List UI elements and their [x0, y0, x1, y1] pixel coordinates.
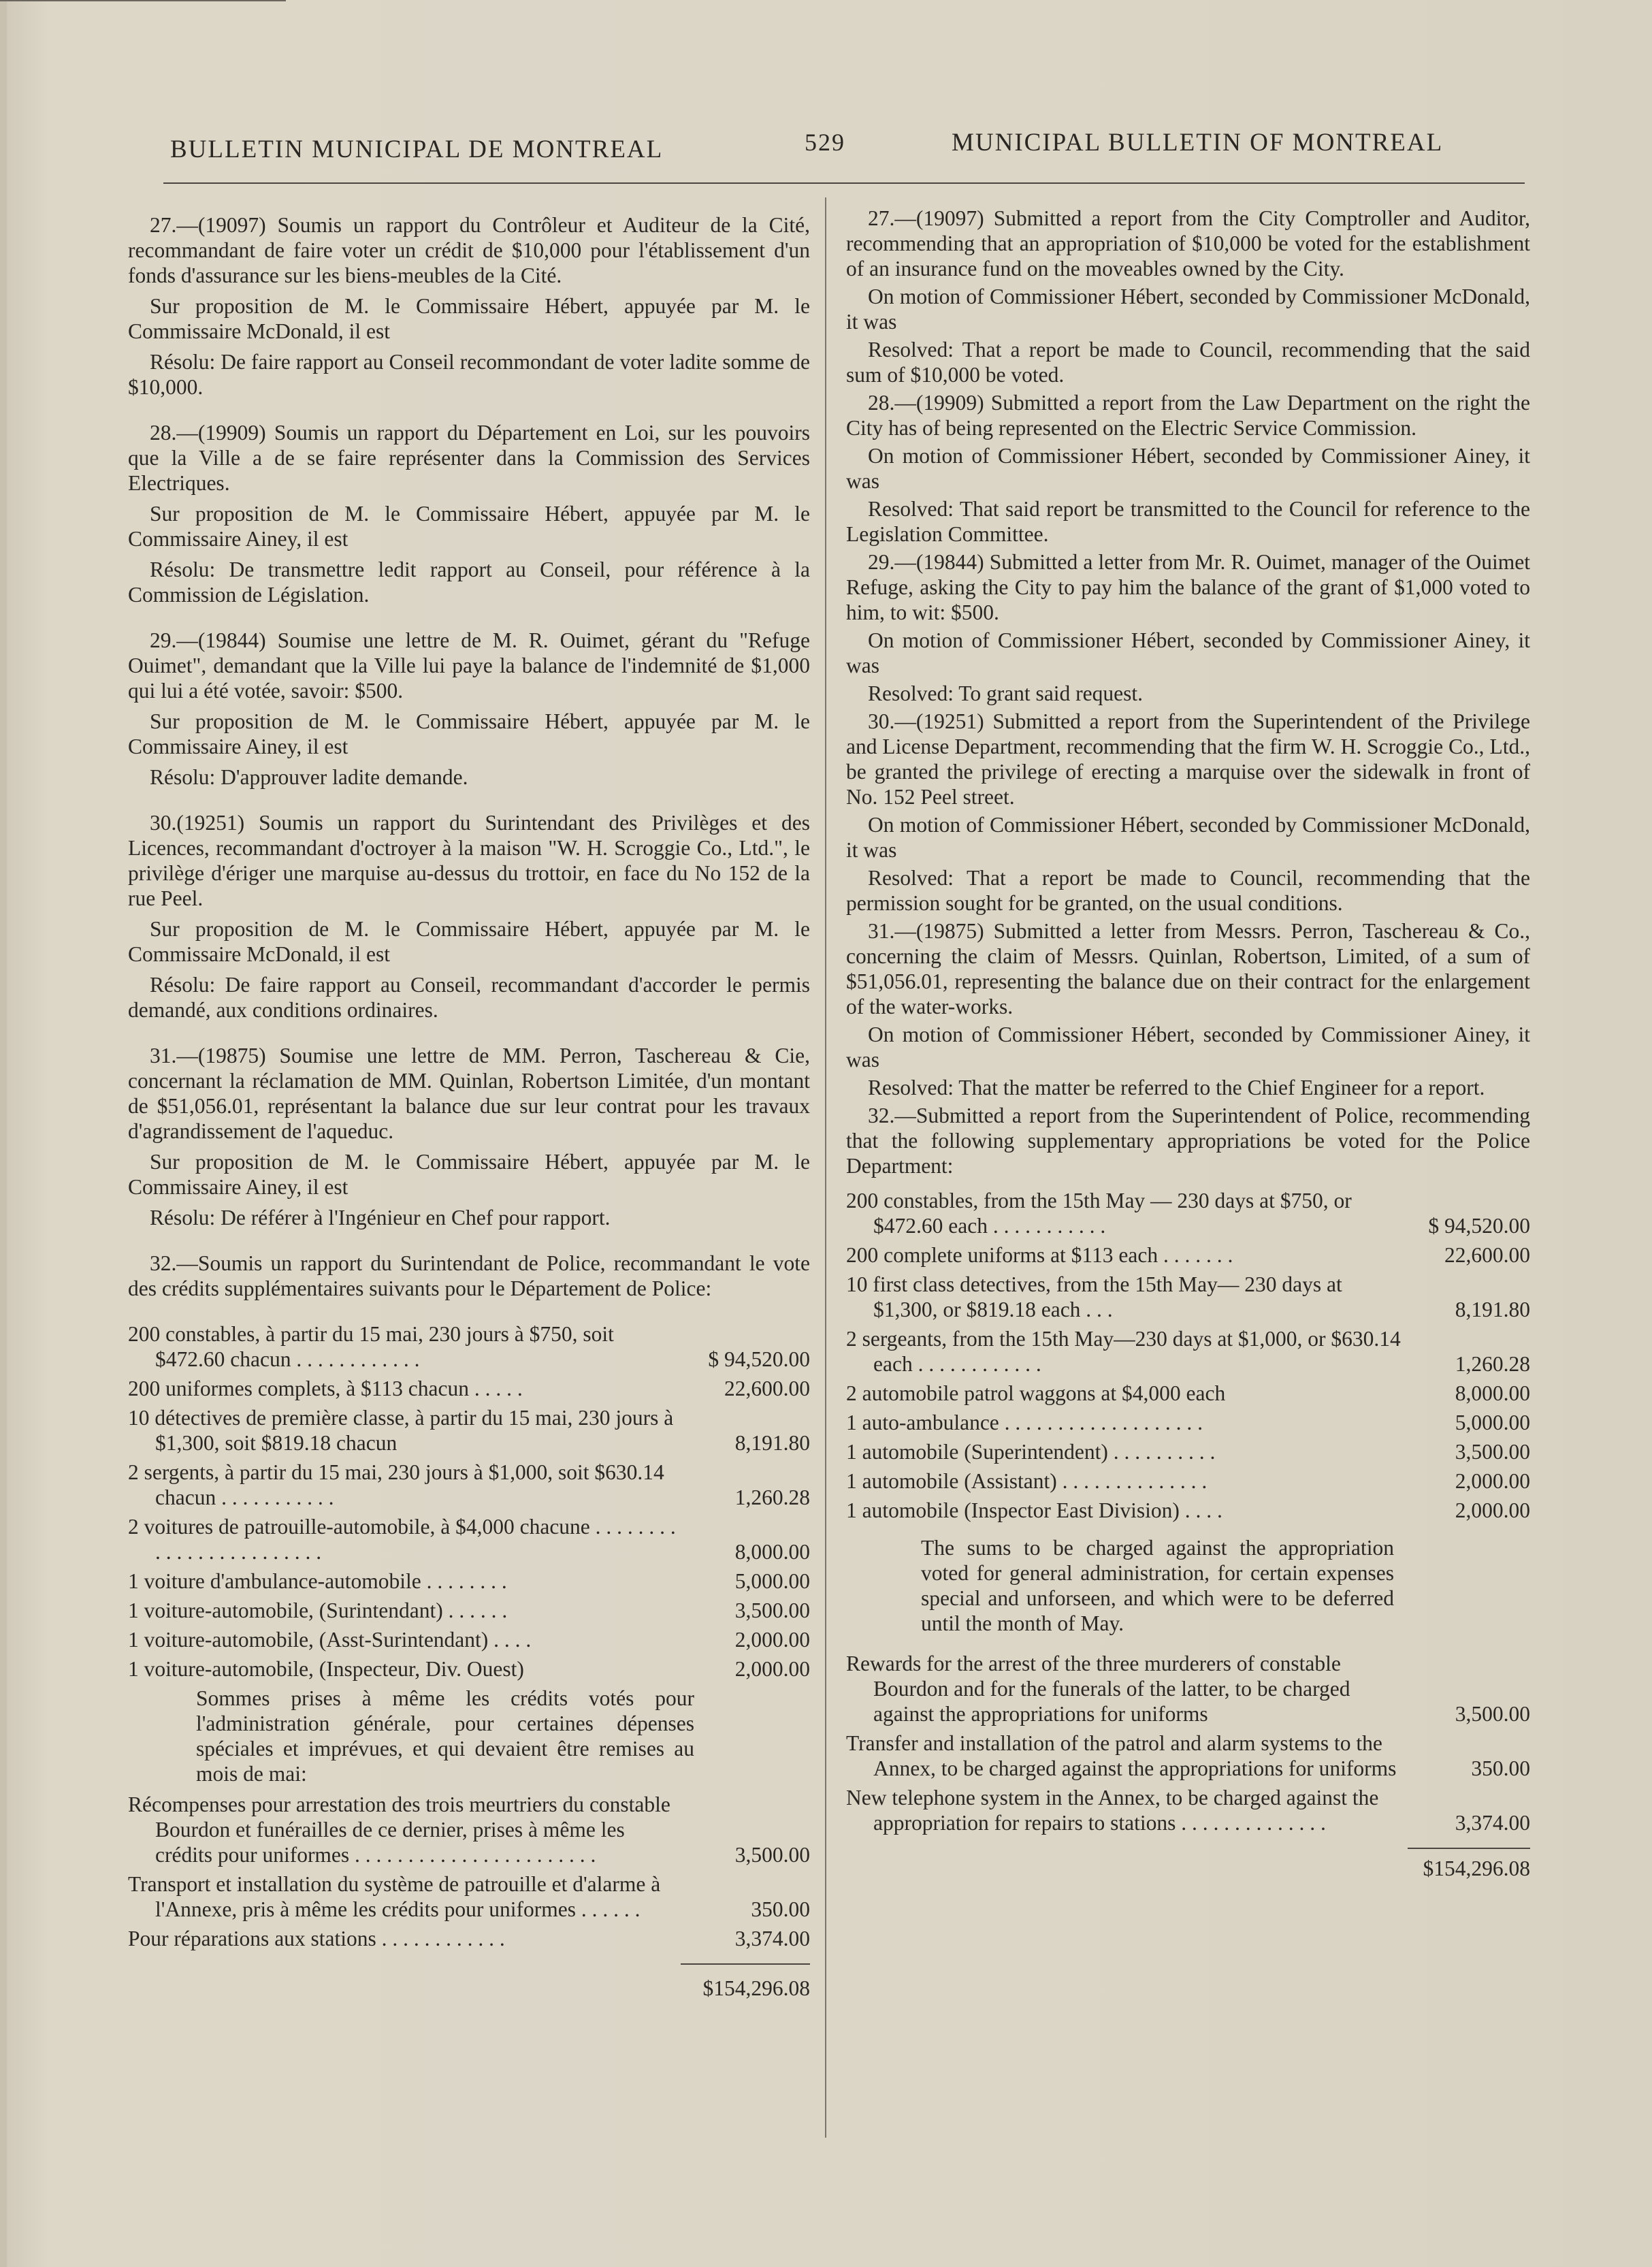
french-paragraphs: [128, 212, 810, 1321]
french-line-item: [128, 1460, 810, 1510]
line-item-amount: 5,000.00: [1455, 1411, 1530, 1434]
french-line-item: [128, 1321, 810, 1372]
english-paragraph: Resolved: That the matter be referred to the Chief Engineer for a report.: [868, 1076, 1485, 1099]
line-item-description: Transfer and installation of the patrol and alarm systems to the Annex, to be charged against the appropriations for uniforms: [846, 1731, 1397, 1780]
french-note: Sommes prises à même les crédits votés pour l'administration générale, pour certaines dépenses spéciales et imprévues, et qui devaient être remises au mois de mai:: [196, 1686, 694, 1786]
paragraph-spacer: [846, 1181, 1530, 1188]
column-divider: [825, 197, 826, 2138]
line-item-description: 2 sergents, à partir du 15 mai, 230 jours à $1,000, soit $630.14 chacun . . . . . . . . . . .: [128, 1460, 664, 1509]
french-extra-list: [128, 1792, 810, 1951]
english-line-item: [846, 1272, 1530, 1322]
line-item-description: 1 voiture-automobile, (Surintendant) . . . . . .: [128, 1598, 508, 1622]
french-paragraph: 27.—(19097) Soumis un rapport du Contrôleur et Auditeur de la Cité, recommandant de faire voter un crédit de $10,000 pour l'établissement d'un fonds d'assurance sur les biens-meubles de la Cité.: [128, 213, 810, 287]
french-paragraph: Résolu: D'approuver ladite demande.: [150, 765, 468, 789]
line-item-description: Rewards for the arrest of the three murderers of constable Bourdon and for the funerals of the latter, to be charged against the appropriations for uniforms: [846, 1652, 1350, 1726]
line-item-description: 200 uniformes complets, à $113 chacun . . . . .: [128, 1377, 523, 1400]
line-item-amount: 350.00: [1471, 1756, 1530, 1780]
line-item-amount: 3,374.00: [1455, 1811, 1530, 1835]
french-line-item: [128, 1405, 810, 1456]
english-paragraph: Resolved: To grant said request.: [868, 681, 1144, 705]
header-rule-left: [163, 182, 681, 184]
english-paragraph: 29.—(19844) Submitted a letter from Mr. R. Ouimet, manager of the Ouimet Refuge, asking the City to pay him the balance of the grant of $1,000 voted to him, to wit: $500.: [846, 550, 1530, 624]
english-line-item: [846, 1188, 1530, 1238]
french-paragraph: Sur proposition de M. le Commissaire Hébert, appuyée par M. le Commissaire Ainey, il est: [128, 502, 810, 551]
line-item-amount: 5,000.00: [734, 1569, 810, 1593]
french-line-item: [128, 1514, 810, 1564]
french-paragraph: 32.—Soumis un rapport du Surintendant de Police, recommandant le vote des crédits supplémentaires suivants pour le Département de Police:: [128, 1251, 810, 1300]
french-paragraph: Résolu: De faire rapport au Conseil recommondant de voter ladite somme de $10,000.: [128, 350, 810, 399]
line-item-amount: 2,000.00: [1455, 1469, 1530, 1493]
french-paragraph: Sur proposition de M. le Commissaire Hébert, appuyée par M. le Commissaire Ainey, il est: [128, 709, 810, 758]
english-line-item: [846, 1439, 1530, 1464]
english-paragraph: Resolved: That said report be transmitted to the Council for reference to the Legislation Committee.: [846, 497, 1530, 546]
french-paragraph: Résolu: De faire rapport au Conseil, recommandant d'accorder le permis demandé, aux conditions ordinaires.: [128, 973, 810, 1022]
line-item-amount: $ 94,520.00: [708, 1347, 810, 1371]
french-line-item: [128, 1871, 810, 1922]
english-extra-list: [846, 1651, 1530, 1835]
line-item-amount: 1,260.28: [1455, 1352, 1530, 1376]
line-item-description: 10 first class detectives, from the 15th May— 230 days at $1,300, or $819.18 each . . .: [846, 1272, 1342, 1321]
line-item-amount: 3,500.00: [1455, 1702, 1530, 1726]
line-item-description: 1 voiture-automobile, (Inspecteur, Div. Ouest): [128, 1657, 524, 1681]
line-item-amount: 1,260.28: [734, 1485, 810, 1509]
line-item-amount: 2,000.00: [734, 1657, 810, 1681]
english-line-item: [846, 1242, 1530, 1268]
line-item-amount: 2,000.00: [1455, 1498, 1530, 1522]
page-number: 529: [805, 129, 845, 156]
line-item-amount: 3,374.00: [734, 1927, 810, 1950]
french-line-item: [128, 1627, 810, 1652]
english-line-item: [846, 1381, 1530, 1406]
french-paragraph: Résolu: De référer à l'Ingénieur en Chef pour rapport.: [150, 1206, 611, 1229]
line-item-amount: 8,191.80: [1455, 1298, 1530, 1321]
line-item-amount: 8,000.00: [1455, 1381, 1530, 1405]
english-paragraph: 28.—(19909) Submitted a report from the Law Department on the right the City has of being represented on the Electric Service Commission.: [846, 391, 1530, 440]
english-total: $154,296.08: [1408, 1848, 1530, 1881]
english-note: The sums to be charged against the appropriation voted for general administration, for certain expenses special and unforseen, and which were to be deferred until the month of May.: [921, 1536, 1394, 1635]
line-item-amount: 350.00: [751, 1897, 810, 1921]
french-paragraph: 28.—(19909) Soumis un rapport du Département en Loi, sur les pouvoirs que la Ville a de se faire représenter dans la Commission des Services Electriques.: [128, 421, 810, 495]
french-line-item: [128, 1792, 810, 1867]
english-paragraph: Resolved: That a report be made to Council, recommending that the said sum of $10,000 be voted.: [846, 338, 1530, 387]
line-item-description: 1 auto-ambulance . . . . . . . . . . . . . . . . . . .: [846, 1411, 1203, 1434]
french-paragraph: 30.(19251) Soumis un rapport du Surintendant des Privilèges et des Licences, recommandant d'octroyer à la maison "W. H. Scroggie Co., Ltd.", le privilège d'ériger une marquise au-dessus du trottoir, en face du No 152 de la rue Peel.: [128, 811, 810, 910]
english-total-row: [846, 1848, 1530, 1881]
french-line-item: [128, 1376, 810, 1401]
french-paragraph: Résolu: De transmettre ledit rapport au Conseil, pour référence à la Commission de Législation.: [128, 558, 810, 607]
line-item-description: 200 constables, à partir du 15 mai, 230 jours à $750, soit $472.60 chacun . . . . . . . . . . . .: [128, 1322, 614, 1371]
line-item-description: New telephone system in the Annex, to be charged against the appropriation for repairs to stations . . . . . . . . . . . . . .: [846, 1786, 1379, 1835]
line-item-description: Récompenses pour arrestation des trois meurtriers du constable Bourdon et funérailles de ce dernier, prises à même les crédits pour uniformes . . . . . . . . . . . . . . . . . . . . . . .: [128, 1792, 670, 1867]
english-line-item: [846, 1326, 1530, 1377]
french-paragraph: 31.—(19875) Soumise une lettre de MM. Perron, Taschereau & Cie, concernant la réclamation de MM. Quinlan, Robertson Limitée, d'un montant de $51,056.01, représentant la balance due sur leur contrat pour les travaux d'agrandissement de l'aqueduc.: [128, 1044, 810, 1143]
line-item-amount: 8,191.80: [734, 1431, 810, 1455]
line-item-amount: 8,000.00: [734, 1540, 810, 1564]
english-paragraph: 30.—(19251) Submitted a report from the Superintendent of the Privilege and License Department, recommending that the firm W. H. Scroggie Co., Ltd., be granted the privilege of erecting a marquise over the sidewalk in front of No. 152 Peel street.: [846, 709, 1530, 809]
english-appropriation-list: [846, 1188, 1530, 1523]
line-item-description: 1 automobile (Superintendent) . . . . . . . . . .: [846, 1440, 1216, 1464]
line-item-description: Transport et installation du système de patrouille et d'alarme à l'Annexe, pris à même les crédits pour uniformes . . . . . .: [128, 1872, 661, 1921]
line-item-description: Pour réparations aux stations . . . . . . . . . . . .: [128, 1927, 505, 1950]
top-rule: [0, 0, 286, 1]
header-rule-right: [681, 182, 1525, 184]
header-left-title: BULLETIN MUNICIPAL DE MONTREAL: [170, 135, 664, 163]
paragraph-spacer: [128, 613, 810, 628]
page-header: [0, 128, 1652, 162]
english-paragraph: On motion of Commissioner Hébert, seconded by Commissioner McDonald, it was: [846, 285, 1530, 334]
english-line-item: [846, 1498, 1530, 1523]
line-item-amount: 2,000.00: [734, 1628, 810, 1652]
line-item-description: 1 voiture d'ambulance-automobile . . . . . . . .: [128, 1569, 507, 1593]
line-item-description: 10 détectives de première classe, à partir du 15 mai, 230 jours à $1,300, soit $819.18 chacun: [128, 1406, 674, 1455]
english-paragraph: On motion of Commissioner Hébert, seconded by Commissioner Ainey, it was: [846, 444, 1530, 493]
paragraph-spacer: [128, 1236, 810, 1251]
paragraph-spacer: [128, 1028, 810, 1043]
line-item-amount: 3,500.00: [1455, 1440, 1530, 1464]
english-line-item: [846, 1651, 1530, 1726]
line-item-amount: 22,600.00: [724, 1377, 810, 1400]
english-paragraph: On motion of Commissioner Hébert, seconded by Commissioner McDonald, it was: [846, 813, 1530, 862]
french-column: [128, 212, 810, 2001]
paragraph-spacer: [128, 1306, 810, 1321]
english-paragraph: On motion of Commissioner Hébert, seconded by Commissioner Ainey, it was: [846, 1023, 1530, 1072]
line-item-amount: 22,600.00: [1444, 1243, 1530, 1267]
line-item-description: 2 voitures de patrouille-automobile, à $4,000 chacune . . . . . . . . . . . . . . . . . . . . . . . .: [128, 1515, 676, 1564]
french-paragraph: 29.—(19844) Soumise une lettre de M. R. Ouimet, gérant du "Refuge Ouimet", demandant que la Ville lui paye la balance de l'indemnité de $1,000 qui lui a été votée, savoir: $500.: [128, 628, 810, 703]
line-item-amount: 3,500.00: [734, 1598, 810, 1622]
line-item-description: 2 sergeants, from the 15th May—230 days at $1,000, or $630.14 each . . . . . . . . . . . .: [846, 1327, 1401, 1376]
french-paragraph: Sur proposition de M. le Commissaire Hébert, appuyée par M. le Commissaire McDonald, il est: [128, 294, 810, 343]
french-total: $154,296.08: [681, 1963, 810, 2001]
line-item-amount: $ 94,520.00: [1428, 1214, 1530, 1238]
line-item-description: 2 automobile patrol waggons at $4,000 each: [846, 1381, 1226, 1405]
french-line-item: [128, 1656, 810, 1682]
english-paragraph: Resolved: That a report be made to Council, recommending that the permission sought for be granted, on the usual conditions.: [846, 866, 1530, 915]
english-paragraphs: [846, 206, 1530, 1188]
english-paragraph: 32.—Submitted a report from the Superintendent of Police, recommending that the following supplementary appropriations be voted for the Police Department:: [846, 1104, 1530, 1178]
english-paragraph: 31.—(19875) Submitted a letter from Messrs. Perron, Taschereau & Co., concerning the claim of Messrs. Quinlan, Robertson, Limited, of a sum of $51,056.01, representing the balance due on their contract for the enlargement of the water-works.: [846, 919, 1530, 1018]
paragraph-spacer: [128, 405, 810, 420]
line-item-description: 200 constables, from the 15th May — 230 days at $750, or $472.60 each . . . . . . . . . . .: [846, 1189, 1352, 1238]
french-line-item: [128, 1598, 810, 1623]
english-paragraph: On motion of Commissioner Hébert, seconded by Commissioner Ainey, it was: [846, 628, 1530, 677]
line-item-amount: 3,500.00: [734, 1843, 810, 1867]
line-item-description: 1 automobile (Assistant) . . . . . . . . . . . . . .: [846, 1469, 1208, 1493]
english-line-item: [846, 1731, 1530, 1781]
line-item-description: 1 voiture-automobile, (Asst-Surintendant) . . . .: [128, 1628, 532, 1652]
english-line-item: [846, 1468, 1530, 1494]
header-right-title: MUNICIPAL BULLETIN OF MONTREAL: [952, 129, 1444, 157]
french-appropriation-list: [128, 1321, 810, 1682]
paragraph-spacer: [128, 795, 810, 810]
english-paragraph: 27.—(19097) Submitted a report from the City Comptroller and Auditor, recommending that an appropriation of $10,000 be voted for the establishment of an insurance fund on the moveables owned by the City.: [846, 206, 1530, 280]
english-line-item: [846, 1410, 1530, 1435]
line-item-description: 200 complete uniforms at $113 each . . . . . . .: [846, 1243, 1233, 1267]
french-paragraph: Sur proposition de M. le Commissaire Hébert, appuyée par M. le Commissaire McDonald, il est: [128, 917, 810, 966]
french-paragraph: Sur proposition de M. le Commissaire Hébert, appuyée par M. le Commissaire Ainey, il est: [128, 1150, 810, 1199]
english-column: [846, 206, 1530, 1881]
french-total-row: [128, 1963, 810, 2001]
french-line-item: [128, 1569, 810, 1594]
line-item-description: 1 automobile (Inspector East Division) . . . .: [846, 1498, 1222, 1522]
french-line-item: [128, 1926, 810, 1951]
english-line-item: [846, 1785, 1530, 1835]
page-edge: [0, 0, 7, 2267]
